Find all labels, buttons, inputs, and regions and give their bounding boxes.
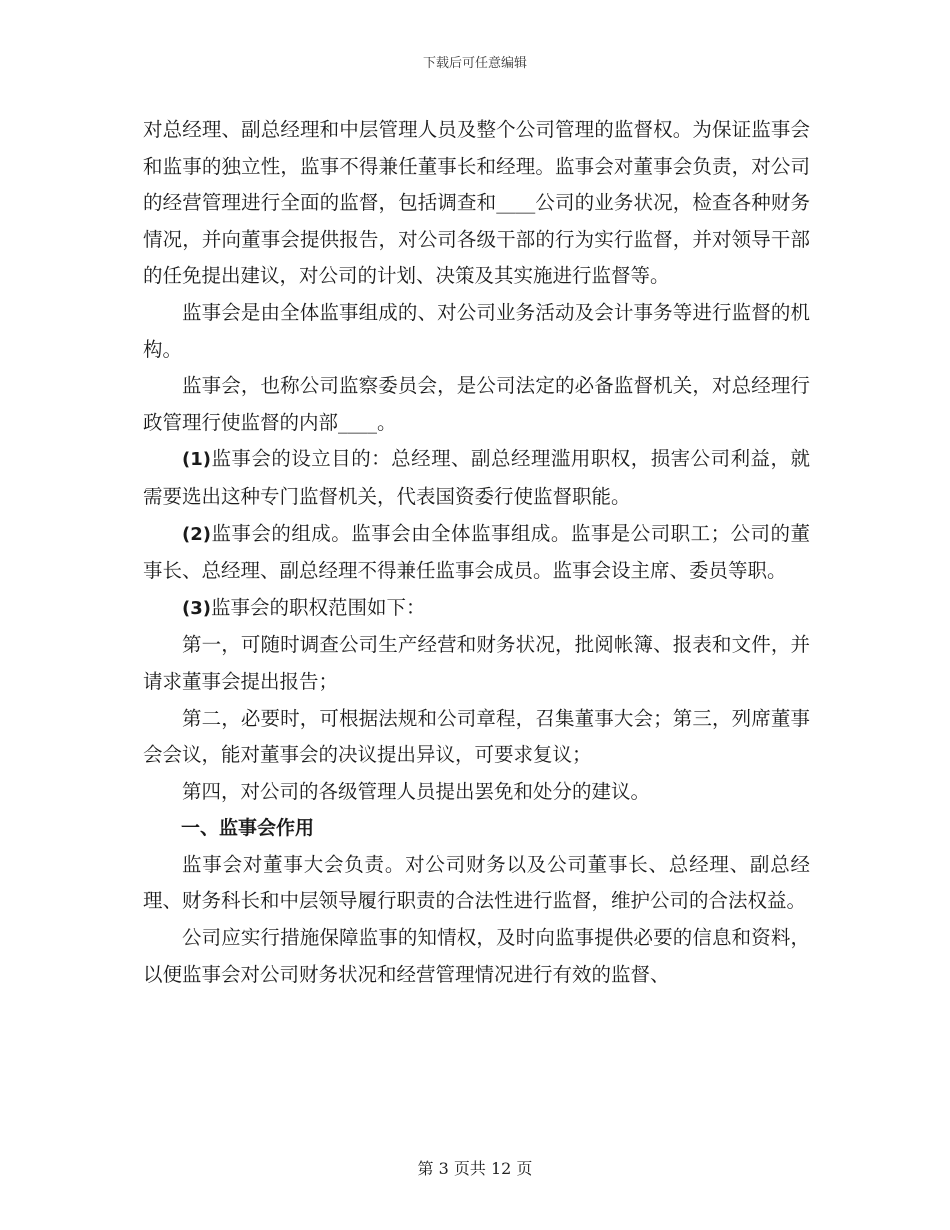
section-heading: 一、监事会作用 — [181, 817, 315, 840]
paragraph: 第一，可随时调查公司生产经营和财务状况，批阅帐簿、报表和文件，并请求董事会提出报告； — [143, 633, 810, 693]
paragraph: 监事会对董事大会负责。对公司财务以及公司董事长、总经理、副总经理、财务科长和中层领导履行职责的合法性进行监督，维护公司的合法权益。 — [143, 852, 810, 913]
paragraph: 监事会是由全体监事组成的、对公司业务活动及会计事务等进行监督的机构。 — [143, 300, 810, 361]
numbered-paragraph — [143, 516, 810, 590]
paragraph-text: 监事会的组成。监事会由全体监事组成。监事是公司职工；公司的董事长、总经理、副总经理不得兼任监事会成员。监事会设主席、委员等职。 — [143, 521, 810, 583]
document-body — [143, 112, 810, 993]
paragraph: 公司应实行措施保障监事的知情权，及时向监事提供必要的信息和资料，以便监事会对公司财务状况和经营管理情况进行有效的监督、 — [143, 926, 810, 986]
numbered-paragraph — [143, 590, 810, 628]
page-number: 第 3 页共 12 页 — [417, 1159, 533, 1178]
numbered-paragraph — [143, 441, 810, 515]
paragraph: 第二，必要时，可根据法规和公司章程，召集董事大会；第三，列席董事会会议，能对董事会的决议提出异议，可要求复议； — [143, 706, 810, 767]
paragraph: 监事会，也称公司监察委员会，是公司法定的必备监督机关，对总经理行政管理行使监督的内部____。 — [143, 374, 810, 434]
item-number: (1) — [182, 449, 211, 471]
paragraph-text: 监事会的职权范围如下： — [210, 595, 426, 619]
item-number: (2) — [182, 523, 211, 545]
header-note: 下载后可任意编辑 — [422, 56, 527, 71]
item-number: (3) — [182, 597, 211, 619]
paragraph: 第四，对公司的各级管理人员提出罢免和处分的建议。 — [182, 779, 651, 803]
paragraph-text: 监事会的设立目的：总经理、副总经理滥用职权，损害公司利益，就需要选出这种专门监督机关，代表国资委行使监督职能。 — [143, 447, 810, 508]
paragraph: 对总经理、副总经理和中层管理人员及整个公司管理的监督权。为保证监事会和监事的独立性，监事不得兼任董事长和经理。监事会对董事会负责，对公司的经营管理进行全面的监督，包括调查和____公司的业务状况，检查各种财务情况，并向董事会提供报告，对公司各级干部的行为实行监督，并对领导干部的任免提出建议，对公司的计划、决策及其实施进行监督等。 — [143, 118, 810, 288]
